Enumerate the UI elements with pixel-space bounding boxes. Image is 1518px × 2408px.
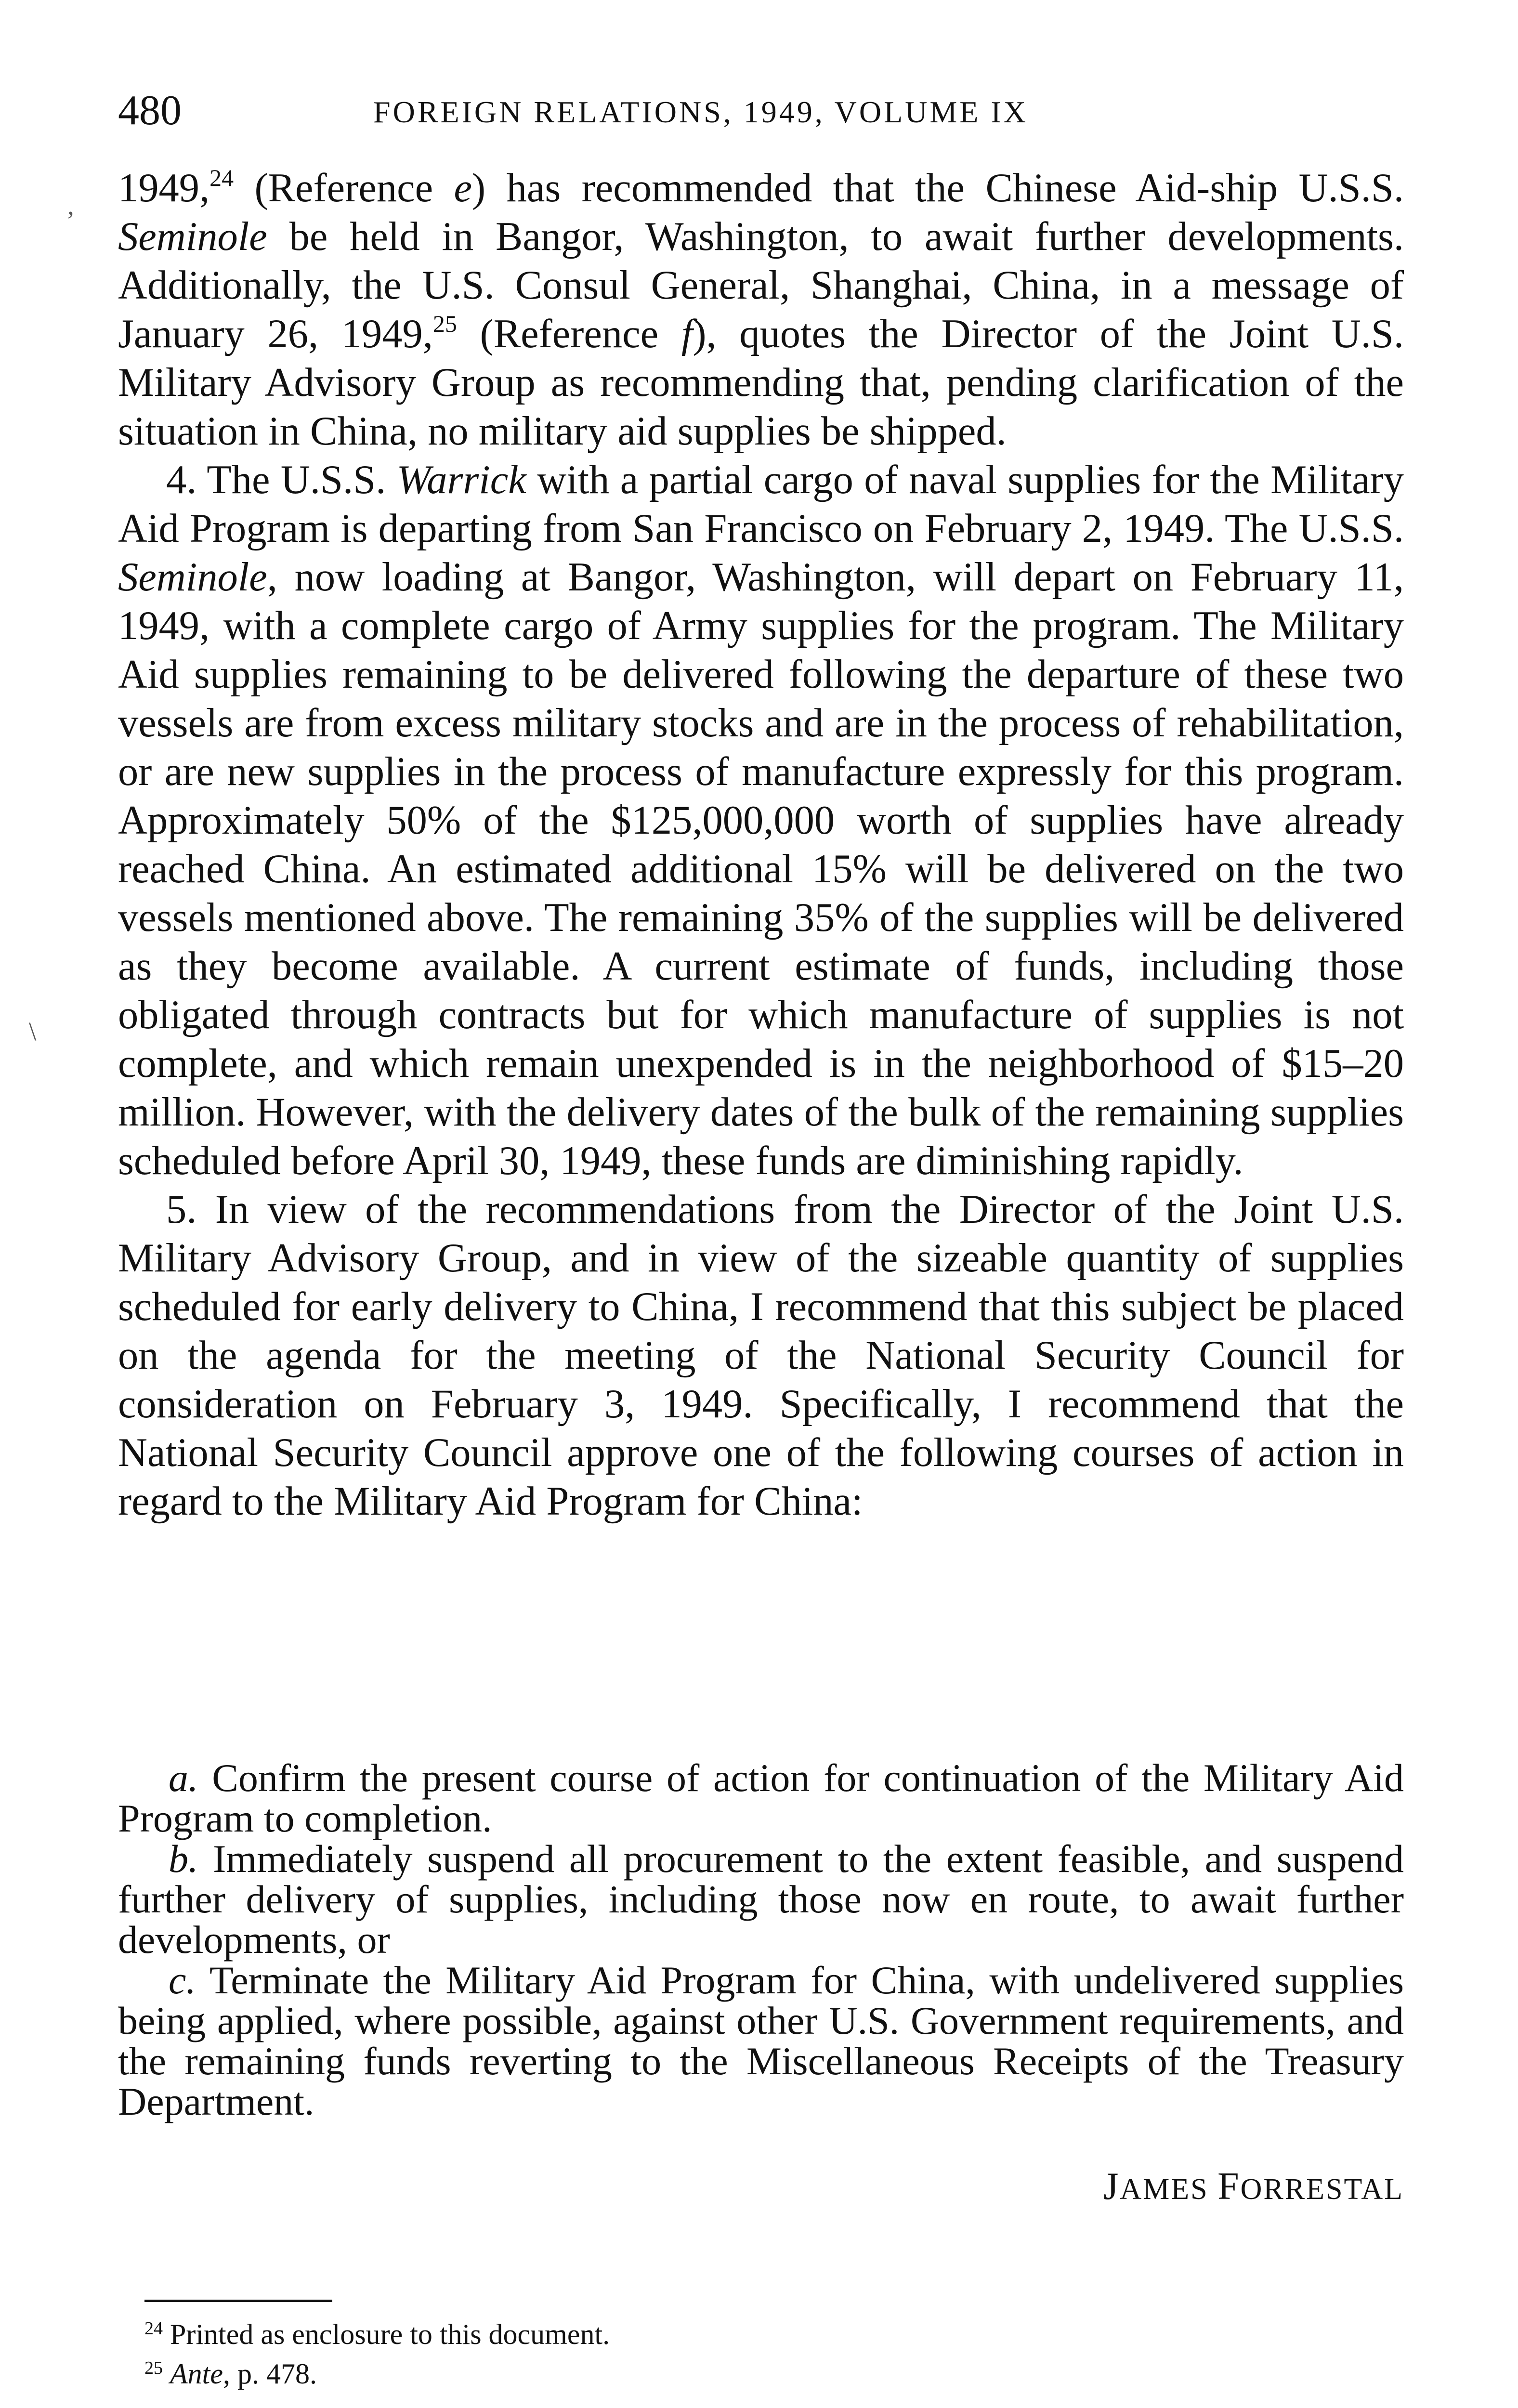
page-number: 480 <box>118 87 182 134</box>
margin-mark: , <box>67 191 74 220</box>
running-head: FOREIGN RELATIONS, 1949, VOLUME IX <box>373 95 1028 129</box>
ship-name: Warrick <box>396 458 526 502</box>
footnote-ref-25: 25 <box>432 310 457 337</box>
option-item: c. Terminate the Military Aid Program for China, with undelivered supplies being applied, where possible, against other U.S. Government requirements, and the remaining funds reverting to the Miscellaneous Receipts of the Treasury Department. <box>118 1958 1404 2123</box>
footnotes <box>144 2312 1348 2391</box>
footnote-ref-24: 24 <box>209 164 234 191</box>
footnote-divider <box>144 2300 332 2302</box>
footnote-24: $^{24}$ Printed as enclosure to this document. <box>144 2318 610 2350</box>
paragraph-5: 5. In view of the recommendations from the Director of the Joint U.S. Military Advisory Group, and in view of the sizeable quantity of supplies scheduled for early delivery to China, I recommend that this subject be placed on the agenda for the meeting of the National Security Council for consideration on February 3, 1949. Specifically, I recommend that the National Security Council approve one of the following courses of action in regard to the Military Aid Program for China: <box>118 1187 1404 1524</box>
courses-of-action <box>118 1758 1404 2122</box>
ship-name: Seminole <box>118 555 267 600</box>
body-text <box>118 164 1404 1526</box>
paragraph-continuation: 1949,24 (Reference e) has recommended that the Chinese Aid-ship U.S.S. Seminole be held in Bangor, Washington, to await further developments. Additionally, the U.S. Consul General, Shanghai, China, in a message of January 26, 1949,25 (Reference f), quotes the Director of the Joint U.S. Military Advisory Group as recommending that, pending clarification of the situation in China, no military aid supplies be shipped. <box>118 164 1404 454</box>
option-item: b. Immediately suspend all procurement to the extent feasible, and suspend further delivery of supplies, including those now en route, to await further developments, or <box>118 1837 1404 1962</box>
footnote-25: $^{25}$ Ante, p. 478. <box>144 2358 317 2390</box>
paragraph-4: 4. The U.S.S. Warrick with a partial cargo of naval supplies for the Military Aid Program is departing from San Francisco on February 2, 1949. The U.S.S. Seminole, now loading at Bangor, Washington, will depart on February 11, 1949, with a complete cargo of Army supplies for the program. The Military Aid supplies remaining to be delivered following the departure of these two vessels are from excess military stocks and are in the process of rehabilitation, or are new supplies in the process of manufacture expressly for this program. Approximately 50% of the $125,000,000 worth of supplies have already reached China. An estimated additional 15% will be delivered on the two vessels mentioned above. The remaining 35% of the supplies will be delivered as they become available. A current estimate of funds, including those obligated through contracts but for which manufacture of supplies is not complete, and which remain unexpended is in the neighborhood of $15–20 million. However, with the delivery dates of the bulk of the remaining supplies scheduled before April 30, 1949, these funds are diminishing rapidly. <box>118 458 1404 1183</box>
ship-name: Seminole <box>118 214 267 259</box>
option-item: a. Confirm the present course of action for continuation of the Military Aid Program to completion. <box>118 1756 1404 1840</box>
margin-mark: \ <box>29 1017 37 1046</box>
page-header <box>118 84 1404 137</box>
signature: JAMES FORRESTAL <box>1103 2165 1404 2208</box>
